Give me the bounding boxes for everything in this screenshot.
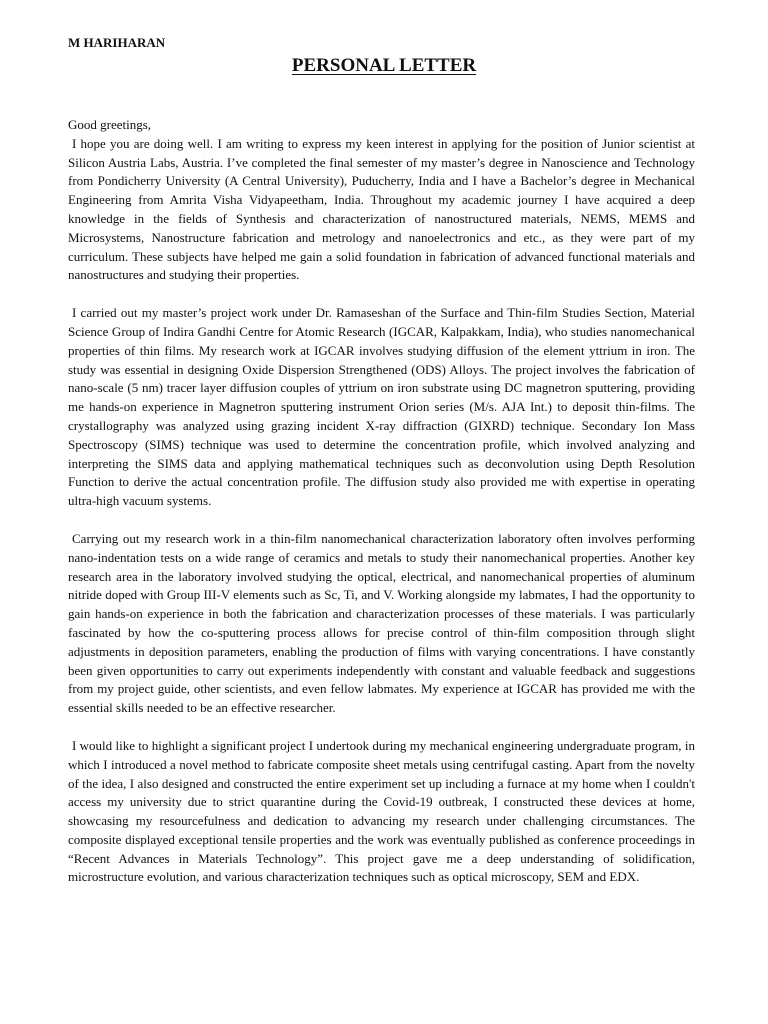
paragraph-intro: I hope you are doing well. I am writing to express my keen interest in applying for the position of Junior scientist at Silicon Austria Labs, Austria. I’ve completed the final semester of my master’s degree in Nanoscience and Technology from Pondicherry University (A Central University), Puducherry, India and I have a Bachelor’s degree in Mechanical Engineering from Amrita Visha Vidyapeetham, India. Throughout my academic journey I have acquired a deep knowledge in the fields of Synthesis and characterization of nanostructured materials, NEMS, MEMS and Microsystems, Nanostructure fabrication and metrology and nanoelectronics and etc., as they were part of my curriculum. These subjects have helped me gain a solid foundation in fabrication of advanced functional materials and nanostructures and studying their properties.: [68, 135, 695, 283]
paragraph-research-lab: Carrying out my research work in a thin-film nanomechanical characterization laboratory often involves performing nano-indentation tests on a wide range of ceramics and metals to study their nanomechanical properties. Another key research area in the laboratory involved studying the optical, electrical, and nanomechanical properties of aluminum nitride doped with Group III-V elements such as Sc, Ti, and V. Working alongside my labmates, I had the opportunity to gain hands-on experience in both the fabrication and characterization processes of these materials. I was particularly fascinated by how the co-sputtering process allows for precise control of thin-film composition through slight adjustments in deposition parameters, enabling the production of films with varying concentrations. I have constantly been given opportunities to carry out experiments independently with constant and valuable feedback and suggestions from my project guide, other scientists, and even fellow labmates. My experience at IGCAR has provided me with the essential skills needed to be an effective researcher.: [68, 530, 695, 716]
paragraph-undergraduate-project: I would like to highlight a significant project I undertook during my mechanical engineering undergraduate program, in which I introduced a novel method to fabricate composite sheet metals using centrifugal casting. Apart from the novelty of the idea, I also designed and constructed the entire experiment set up including a furnace at my home when I couldn't access my university due to strict quarantine during the Covid-19 outbreak, I constructed these devices at home, showcasing my resourcefulness and dedication to advancing my research under challenging circumstances. The composite displayed exceptional tensile properties and the work was eventually published as conference proceedings in “Recent Advances in Materials Technology”. This project gave me a deep understanding of solidification, microstructure evolution, and various characterization techniques such as optical microscopy, SEM and EDX.: [68, 737, 695, 885]
author-name: M HARIHARAN: [68, 35, 166, 50]
page-title: PERSONAL LETTER: [291, 55, 477, 76]
letter-body: [68, 116, 695, 906]
paragraph-masters-project: I carried out my master’s project work under Dr. Ramaseshan of the Surface and Thin-film Studies Section, Material Science Group of Indira Gandhi Centre for Atomic Research (IGCAR, Kalpakkam, India), who studies nanomechanical properties of thin films. My research work at IGCAR involves studying diffusion of the element yttrium in iron. The study was essential in designing Oxide Dispersion Strengthened (ODS) Alloys. The project involves the fabrication of nano-scale (5 nm) tracer layer diffusion couples of yttrium on iron substrate using DC magnetron sputtering, providing me hands-on experience in Magnetron sputtering instrument Orion series (M/s. AJA Int.) to deposit thin-films. The crystallography was analyzed using grazing incident X-ray diffraction (GIXRD) technique. Secondary Ion Mass Spectroscopy (SIMS) technique was used to determine the concentration profile, which involved analyzing and interpreting the SIMS data and applying mathematical techniques such as deconvolution using Depth Resolution Function to derive the actual concentration profile. The diffusion study also provided me with expertise in operating ultra-high vacuum systems.: [68, 305, 695, 509]
greeting: Good greetings,: [68, 117, 152, 132]
